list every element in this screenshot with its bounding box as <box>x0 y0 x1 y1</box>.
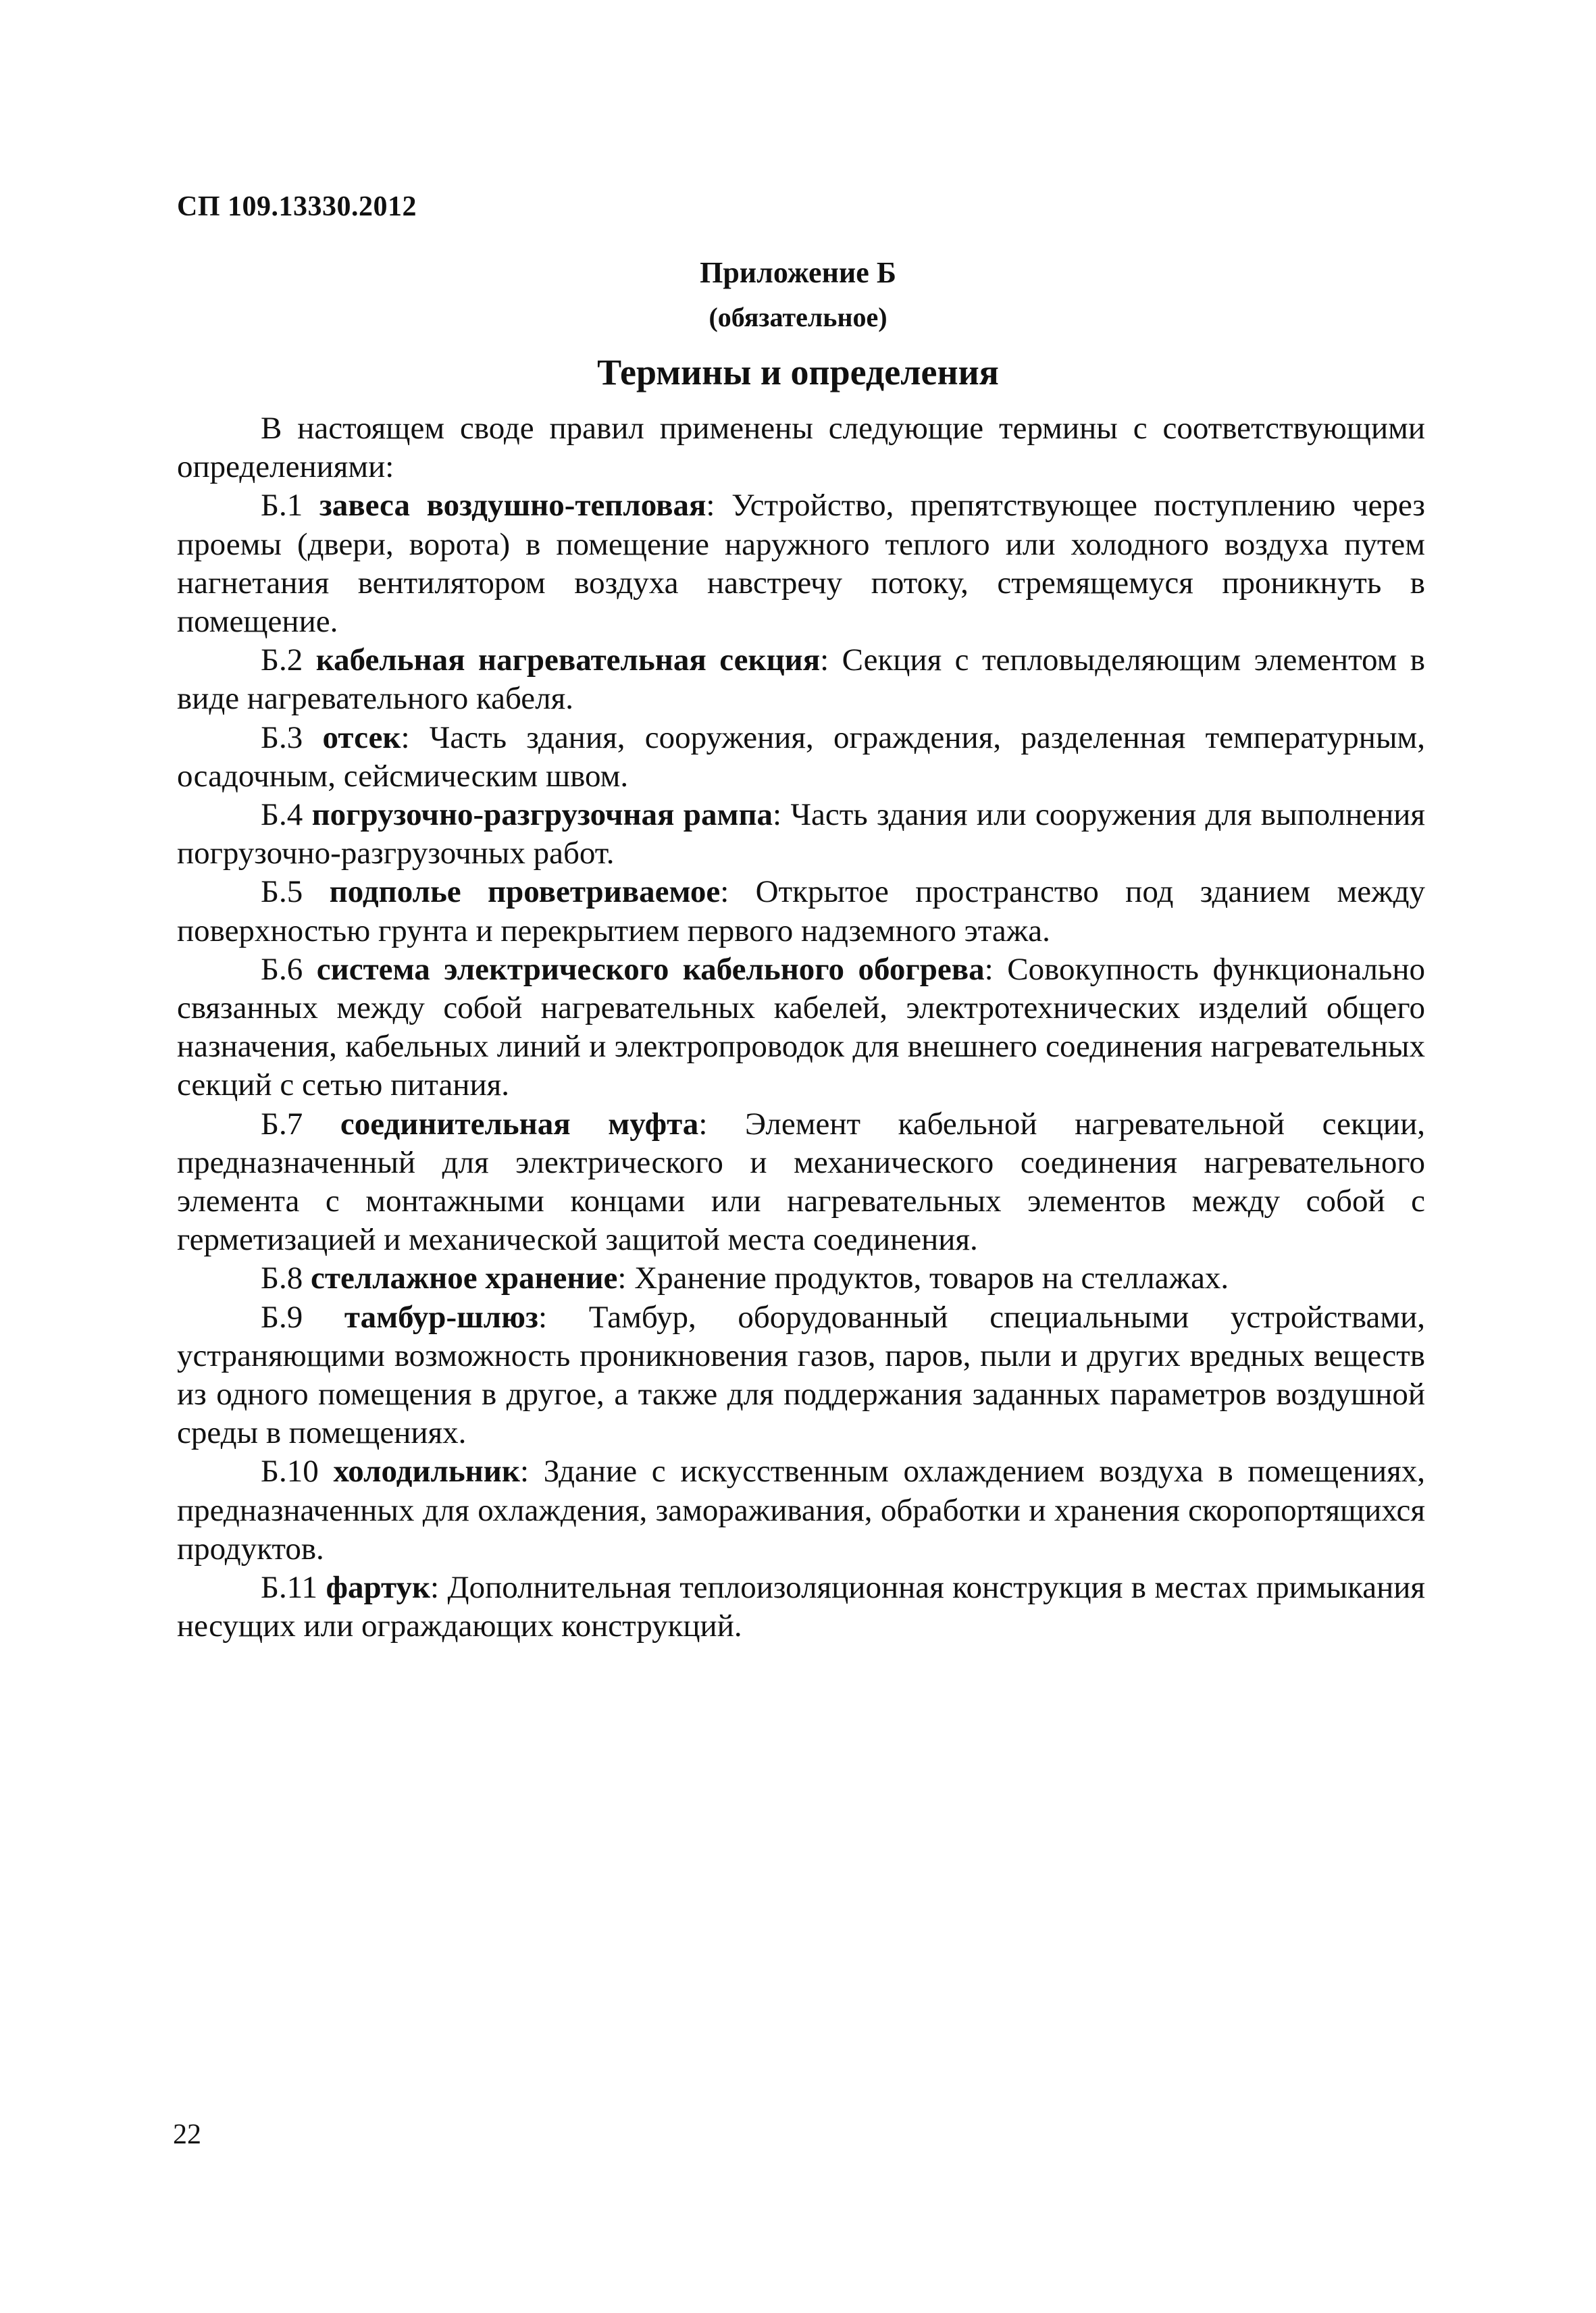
term-definition: Здание с искусственным охлаждением воздуха в помещениях, предназначенных для охлаждения, замораживания, обработки и хранения скоропортящихся продуктов. <box>177 1454 1426 1567</box>
intro-paragraph: В настоящем своде правил применены следующие термины с соответствующими определениями: <box>177 411 1425 485</box>
term-entry: Б.4 погрузочно-разгрузочная рампа: Часть здания или сооружения для выполнения погрузочно-разгрузочных работ. <box>177 797 1426 871</box>
term-definition: Открытое пространство под зданием между поверхностью грунта и перекрытием первого надземного этажа. <box>177 874 1426 948</box>
term-number: Б.2 <box>261 642 303 678</box>
term-definition: Хранение продуктов, товаров на стеллажах. <box>634 1261 1229 1296</box>
term-name: тамбур-шлюз <box>344 1299 538 1335</box>
term-number: Б.8 <box>261 1261 303 1296</box>
term-name: соединительная муфта <box>340 1106 699 1142</box>
term-entry: Б.6 система электрического кабельного обогрева: Совокупность функционально связанных между собой нагревательных кабелей, электротехнических изделий общего назначения, кабельных линий и электропроводок для внешнего соединения нагревательных секций с сетью питания. <box>177 951 1426 1103</box>
term-number: Б.9 <box>261 1299 303 1335</box>
term-entry: Б.7 соединительная муфта: Элемент кабельной нагревательной секции, предназначенный для электрического и механического соединения нагревательного элемента с монтажными концами или нагревательных элементов между собой с герметизацией и механической защитой места соединения. <box>177 1106 1425 1258</box>
term-number: Б.10 <box>261 1454 319 1490</box>
term-definition: Часть здания или сооружения для выполнения погрузочно-разгрузочных работ. <box>177 797 1426 871</box>
term-number: Б.7 <box>261 1106 303 1142</box>
term-definition: Часть здания, сооружения, ограждения, разделенная температурным, осадочным, сейсмическим швом. <box>177 719 1426 794</box>
appendix-title: Приложение Б <box>700 256 896 289</box>
term-number: Б.3 <box>261 719 303 755</box>
term-name: стеллажное хранение <box>311 1261 618 1296</box>
term-name: кабельная нагревательная секция <box>315 642 821 678</box>
term-definition: Дополнительная теплоизоляционная конструкция в местах примыкания несущих или ограждающих конструкций. <box>177 1570 1426 1644</box>
term-name: подполье проветриваемое <box>329 874 721 910</box>
term-name: завеса воздушно-тепловая <box>319 488 706 524</box>
term-name: холодильник <box>333 1454 520 1490</box>
term-definition: Секция с тепловыделяющим элементом в виде нагревательного кабеля. <box>177 642 1425 717</box>
term-number: Б.1 <box>261 488 303 524</box>
term-entry: Б.9 тамбур-шлюз: Тамбур, оборудованный специальными устройствами, устраняющими возможность проникновения газов, паров, пыли и других вредных веществ из одного помещения в другое, а также для поддержания заданных параметров воздушной среды в помещениях. <box>177 1299 1425 1451</box>
term-name: погрузочно-разгрузочная рампа <box>311 797 773 833</box>
section-title: Термины и определения <box>597 352 999 392</box>
document-code: СП 109.13330.2012 <box>177 191 417 222</box>
term-entry: Б.3 отсек: Часть здания, сооружения, ограждения, разделенная температурным, осадочным, сейсмическим швом. <box>177 719 1426 794</box>
term-entry: Б.5 подполье проветриваемое: Открытое пространство под зданием между поверхностью грунта и перекрытием первого надземного этажа. <box>177 874 1426 948</box>
term-number: Б.4 <box>261 797 303 833</box>
page-number: 22 <box>173 2119 201 2150</box>
term-number: Б.5 <box>261 874 303 910</box>
term-number: Б.6 <box>261 951 303 987</box>
term-entry: Б.1 завеса воздушно-тепловая: Устройство, препятствующее поступлению через проемы (двери, ворота) в помещение наружного теплого или холодного воздуха путем нагнетания вентилятором воздуха навстречу потоку, стремящемуся проникнуть в помещение. <box>177 488 1426 640</box>
term-entry: Б.11 фартук: Дополнительная теплоизоляционная конструкция в местах примыкания несущих или ограждающих конструкций. <box>177 1570 1426 1644</box>
terms-content <box>177 409 1425 1646</box>
term-definition: Элемент кабельной нагревательной секции, предназначенный для электрического и механического соединения нагревательного элемента с монтажными концами или нагревательных элементов между собой с герметизацией и механической защитой места соединения. <box>177 1106 1425 1258</box>
term-name: система электрического кабельного обогрева <box>316 951 985 987</box>
term-entry: Б.2 кабельная нагревательная секция: Секция с тепловыделяющим элементом в виде нагревательного кабеля. <box>177 642 1425 717</box>
term-name: отсек <box>322 719 401 755</box>
term-entry: Б.10 холодильник: Здание с искусственным охлаждением воздуха в помещениях, предназначенных для охлаждения, замораживания, обработки и хранения скоропортящихся продуктов. <box>177 1454 1426 1567</box>
term-definition: Устройство, препятствующее поступлению через проемы (двери, ворота) в помещение наружного теплого или холодного воздуха путем нагнетания вентилятором воздуха навстречу потоку, стремящемуся проникнуть в помещение. <box>177 488 1426 640</box>
term-number: Б.11 <box>261 1570 317 1606</box>
term-definition: Тамбур, оборудованный специальными устройствами, устраняющими возможность проникновения газов, паров, пыли и других вредных веществ из одного помещения в другое, а также для поддержания заданных параметров воздушной среды в помещениях. <box>177 1299 1425 1451</box>
term-definition: Совокупность функционально связанных между собой нагревательных кабелей, электротехнических изделий общего назначения, кабельных линий и электропроводок для внешнего соединения нагревательных секций с сетью питания. <box>177 951 1426 1103</box>
term-name: фартук <box>326 1570 431 1606</box>
appendix-status: (обязательное) <box>709 302 887 332</box>
term-entry: Б.8 стеллажное хранение: Хранение продуктов, товаров на стеллажах. <box>261 1261 1229 1296</box>
